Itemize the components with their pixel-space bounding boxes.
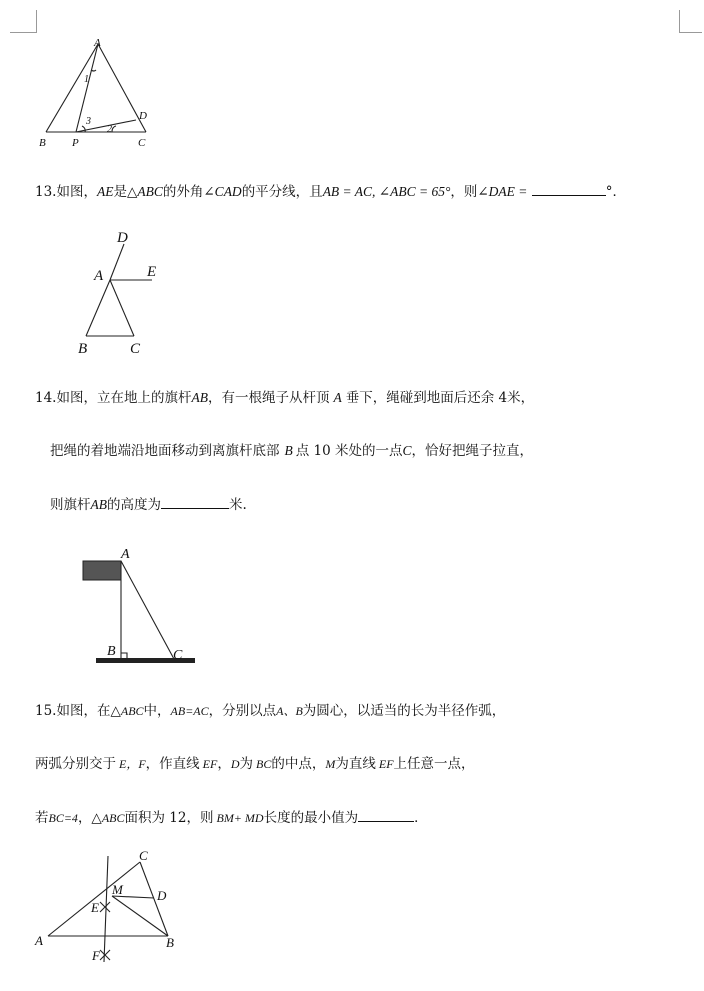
q14-point-b: B [284,443,293,458]
q15-abc: ABC [120,704,144,718]
q14-text: ，有一根绳子从杆顶 [207,390,330,406]
q15-text: 两弧分别交于 [35,756,116,772]
q13-ae: AE [96,184,114,199]
q13-mid4: ，则 [450,184,478,200]
q15-text: 为圆心，以适当的长为半径作弧， [302,703,506,719]
label-B: B [107,644,116,659]
corner-mark-top-right [679,10,702,33]
angle-mark-2 [112,126,116,132]
label-A: A [94,37,101,49]
q15-bm-md: BM+ MD [216,811,264,825]
q15-text: 15.如图，在△ [35,703,121,719]
question-15-line-2 [35,755,475,773]
q14-text: 米. [229,497,247,513]
q15-text: 长度的最小值为 [263,810,359,826]
rope-AC [121,561,174,659]
q14-text: 14.如图，立在地上的旗杆 [35,390,192,406]
q15-bc: BC [256,757,272,771]
q15-text: ，作直线 [145,756,200,772]
q13-mid2: 的外角 [162,184,204,200]
q15-points-ef: E，F [119,757,146,771]
q13-mid3: 的平分线，且 [241,184,323,200]
angle-mark-1 [91,70,96,71]
q15-text: 的中点， [271,756,326,772]
q14-text: 的高度为 [107,497,161,513]
q15-bc-eq-4: BC=4 [48,811,78,825]
label-E: E [147,264,157,280]
label-A: A [94,268,104,284]
q15-text: 上任意一点， [393,756,475,772]
label-A: A [35,933,43,948]
q13-tail: °． [605,184,626,200]
corner-mark-top-left [10,10,37,33]
segment-AD [110,244,124,280]
label-F: F [92,948,100,963]
q13-mid1: 是 [113,184,127,200]
q13-prefix: 13.如图， [35,184,97,200]
q13-ask: ∠DAE = [477,184,528,199]
q13-condition: AB = AC, ∠ABC = 65° [322,184,451,199]
q15-points-ab: A、B [276,704,303,718]
label-P: P [72,137,79,149]
q15-text: 中， [143,703,171,719]
q15-ab-eq-ac: AB=AC [170,704,209,718]
q15-text: 面积为 12，则 [124,810,214,826]
label-C: C [138,137,146,149]
question-15-line-1 [35,702,505,720]
label-B: B [39,137,46,149]
q14-point-a: A [333,390,342,405]
question-14-line-3 [50,494,247,514]
figure-q15 [30,846,190,966]
q14-text: 把绳的着地端沿地面移动到离旗杆底部 [50,443,280,459]
label-B: B [78,341,88,357]
q15-text: 若 [35,810,49,826]
q13-angle: ∠CAD [203,184,242,199]
flag [83,561,121,580]
label-angle-2: 2 [107,124,112,135]
label-B: B [166,935,174,950]
q15-text: 为直线 [335,756,376,772]
label-angle-1: 1 [84,74,89,85]
label-angle-3: 3 [86,116,91,127]
figure-q14 [80,544,200,668]
segment-AC [48,862,140,936]
q15-abc: ABC [101,811,125,825]
q14-text: ，恰好把绳子拉直， [411,443,534,459]
q15-text: 为 [239,756,254,772]
question-15-line-3 [35,807,428,827]
label-A: A [121,547,130,562]
q13-triangle: △ABC [126,184,163,199]
q14-text: 则旗杆 [50,497,91,513]
segment-AC [110,280,134,336]
q14-ab: AB [90,497,107,512]
q15-answer-blank[interactable] [358,807,414,822]
q14-text: 垂下，绳碰到地面后还余 4米， [345,390,535,406]
q15-line-ef: EF [378,757,394,771]
label-C: C [173,648,183,663]
question-13 [35,181,626,201]
label-M: M [112,882,123,897]
q15-text: ． [414,810,428,826]
label-E: E [91,900,99,915]
question-14-line-2 [50,442,533,460]
q13-answer-blank[interactable] [532,181,606,196]
segment-AB [86,280,110,336]
q15-text: ，△ [77,810,102,826]
question-14-line-1 [35,389,534,407]
q14-answer-blank[interactable] [161,494,229,509]
label-C: C [139,848,148,863]
label-D: D [139,110,147,122]
figure-q13 [72,226,172,358]
q15-point-d: D [230,757,240,771]
q15-text: ， [217,756,231,772]
q15-text: ，分别以点 [208,703,277,719]
q15-point-m: M [325,757,336,771]
label-D: D [157,888,167,903]
q15-line-ef: EF [202,757,218,771]
figure-q12 [30,34,160,152]
q14-ab: AB [191,390,208,405]
q14-text: 点 10 米处的一点 [295,443,403,459]
q14-point-c: C [402,443,412,458]
label-C: C [130,341,141,357]
label-D: D [117,230,128,246]
